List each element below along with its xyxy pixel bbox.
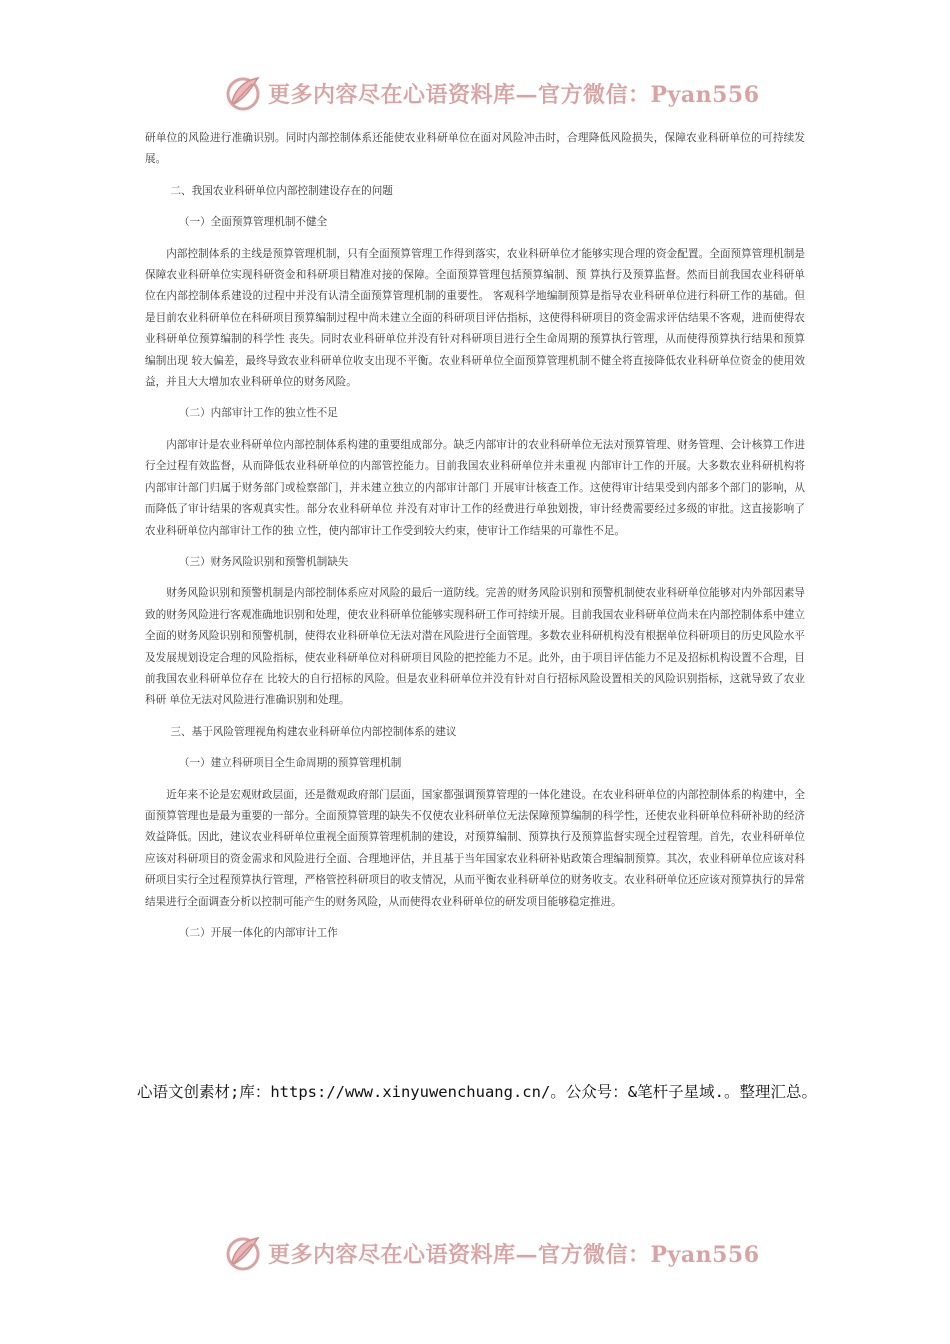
- paragraph: 财务风险识别和预警机制是内部控制体系应对风险的最后一道防线。完善的财务风险识别和预警机制使农业科研单位能够对内外部因素导致的财务风险进行客观准确地识别和处理，使农业科研单位能够实现科研工作可持续开展。目前我国农业科研单位尚未在内部控制体系中建立全面的财务风险识别和预警机制，使得农业科研单位无法对潜在风险进行全面管理。多数农业科研机构没有根据单位科研项目的历史风险水平及发展规划设定合理的风险指标，使农业科研单位对科研项目风险的把控能力不足。此外，由于项目评估能力不足及招标机构设置不合理，目前我国农业科研单位存在 比较大的自行招标的风险。但是农业科研单位并没有针对自行招标风险设置相关的风险识别指标，这就导致了农业科研 单位无法对风险进行准确识别和处理。: [145, 587, 805, 707]
- section-heading: 三、基于风险管理视角构建农业科研单位内部控制体系的建议: [170, 725, 457, 738]
- document-body: [145, 128, 805, 954]
- paragraph: 内部控制体系的主线是预算管理机制，只有全面预算管理工作得到落实，农业科研单位才能够实现合理的资金配置。全面预算管理机制是保障农业科研单位实现科研资金和科研项目精准对接的保障。全面预算管理包括预算编制、预 算执行及预算监督。然而目前我国农业科研单位在内部控制体系建设的过程中并没有认清全面预算管理机制的重要性。 客观科学地编制预算是指导农业科研单位进行科研工作的基础。但是目前农业科研单位在科研项目预算编制过程中尚未建立全面的科研项目评估指标，这使得科研项目的资金需求评估结果不客观，进而使得农业科研单位预算编制的科学性 丧失。同时农业科研单位并没有针对科研项目进行全生命周期的预算执行管理，从而使得预算执行结果和预算编制出现 较大偏差，最终导致农业科研单位收支出现不平衡。农业科研单位全面预算管理机制不健全将直接降低农业科研单位资金的使用效益，并且大大增加农业科研单位的财务风险。: [145, 247, 805, 389]
- leaf-logo-icon: [222, 1232, 264, 1274]
- paragraph: 近年来不论是宏观财政层面，还是微观政府部门层面，国家都强调预算管理的一体化建设。在农业科研单位的内部控制体系的构建中，全面预算管理也是最为重要的一部分。全面预算管理的缺失不仅使农业科研单位无法保障预算编制的科学性，还使农业科研单位科研补助的经济效益降低。因此，建议农业科研单位重视全面预算管理机制的建设，对预算编制、预算执行及预算监督实现全过程管理。首先，农业科研单位应该对科研项目的资金需求和风险进行全面、合理地评估，并且基于当年国家农业科研补贴政策合理编制预算。其次，农业科研单位应该对科研项目实行全过程预算执行管理，严格管控科研项目的收支情况，从而平衡农业科研单位的财务收支。农业科研单位还应该对预算执行的异常结果进行全面调查分析以控制可能产生的财务风险，从而使得农业科研单位的研发项目能够稳定推进。: [145, 788, 805, 908]
- bottom-banner: [222, 1230, 760, 1276]
- subsection-heading: （三）财务风险识别和预警机制缺失: [178, 555, 349, 568]
- section-heading: 二、我国农业科研单位内部控制建设存在的问题: [170, 184, 393, 197]
- banner-text: 更多内容尽在心语资料库—官方微信：Pyan556: [268, 81, 760, 108]
- paragraph: 内部审计是农业科研单位内部控制体系构建的重要组成部分。缺乏内部审计的农业科研单位无法对预算管理、财务管理、会计核算工作进行全过程有效监督，从而降低农业科研单位的内部管控能力。目前我国农业科研单位并未重视 内部审计工作的开展。大多数农业科研机构将内部审计部门归属于财务部门或检察部门，并未建立独立的内部审计部门 开展审计核查工作。这使得审计结果受到内部多个部门的影响，从而降低了审计结果的客观真实性。部分农业科研单位 并没有对审计工作的经费进行单独划拨，审计经费需要经过多级的审批。这直接影响了农业科研单位内部审计工作的独 立性，使内部审计工作受到较大约束，使审计工作结果的可靠性不足。: [145, 438, 805, 537]
- subsection-heading: （一）全面预算管理机制不健全: [178, 216, 328, 229]
- subsection-heading: （二）开展一体化的内部审计工作: [178, 927, 338, 939]
- source-note: 心语文创素材;库：https://www.xinyuwenchuang.cn/。公众号：&笔杆子星域.。整理汇总。: [137, 1083, 817, 1101]
- paragraph: 研单位的风险进行准确识别。同时内部控制体系还能使农业科研单位在面对风险冲击时，合理降低风险损失，保障农业科研单位的可持续发展。: [145, 132, 805, 166]
- banner-text: 更多内容尽在心语资料库—官方微信：Pyan556: [268, 1241, 760, 1268]
- subsection-heading: （一）建立科研项目全生命周期的预算管理机制: [178, 757, 402, 770]
- subsection-heading: （二）内部审计工作的独立性不足: [178, 407, 338, 420]
- top-banner: [222, 70, 760, 116]
- leaf-logo-icon: [222, 72, 264, 114]
